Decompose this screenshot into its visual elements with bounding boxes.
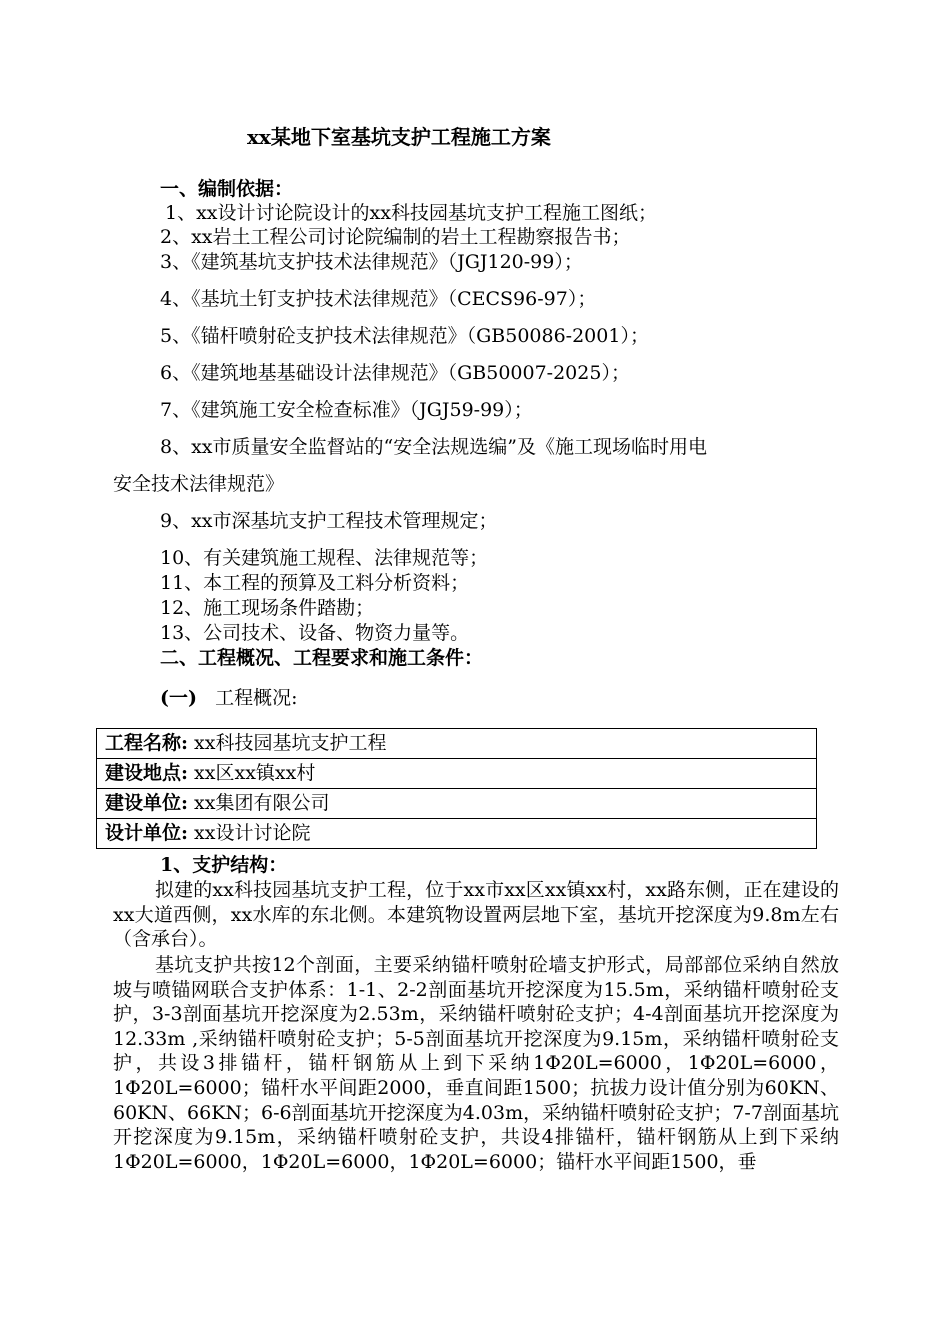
basis-item-8-continued: 安全技术法律规范》 [113,473,285,495]
document-title: xx某地下室基坑支护工程施工方案 [247,125,551,149]
structure-paragraph-2: 基坑支护共按12个剖面，主要采纳锚杆喷射砼墙支护形式，局部部位采纳自然放坡与喷锚网联合支护体系：1-1、2-2剖面基坑开挖深度为15.5m，采纳锚杆喷射砼支护，3-3剖面基坑开挖深度为2.53m，采纳锚杆喷射砼支护；4-4剖面基坑开挖深度为12.33m ,采纳锚杆喷射砼支护；5-5剖面基坑开挖深度为9.15m，采纳锚杆喷射砼支护，共设3排锚杆，锚杆钢筋从上到下采纳1Φ20L=6000，1Φ20L=6000，1Φ20L=6000；锚杆水平间距2000，垂直间距1500；抗拔力设计值分别为60KN、60KN、66KN；6-6剖面基坑开挖深度为4.03m，采纳锚杆喷射砼支护；7-7剖面基坑开挖深度为9.15m，采纳锚杆喷射砼支护，共设4排锚杆，锚杆钢筋从上到下采纳1Φ20L=6000，1Φ20L=6000，1Φ20L=6000；锚杆水平间距1500，垂 [113,954,839,1173]
table-row [97,789,817,819]
subsection-number: (一) [160,687,197,709]
row-label: 建设单位: [105,792,189,814]
basis-item-13: 13、公司技术、设备、物资力量等。 [160,622,470,644]
basis-item-4: 4、《基坑土钉支护技术法律规范》（CECS96-97）； [160,288,597,310]
subsection-label: 工程概况: [215,687,298,709]
basis-item-11: 11、本工程的预算及工料分析资料； [160,572,470,594]
row-value: xx区xx镇xx村 [188,762,316,784]
basis-item-12: 12、施工现场条件踏勘； [160,597,375,619]
table-row [97,759,817,789]
basis-item-3: 3、《建筑基坑支护技术法律规范》（JGJ120-99）； [160,251,583,273]
basis-item-10: 10、有关建筑施工规程、法律规范等； [160,547,489,569]
table-cell [97,789,817,819]
basis-item-6: 6、《建筑地基基础设计法律规范》（GB50007-2025）； [160,362,630,384]
basis-item-8: 8、xx市质量安全监督站的“安全法规选编”及《施工现场临时用电 [160,436,707,458]
basis-item-1: 1、xx设计讨论院设计的xx科技园基坑支护工程施工图纸； [165,202,657,224]
row-label: 建设地点: [105,762,189,784]
row-value: xx科技园基坑支护工程 [188,732,387,754]
table-cell [97,819,817,849]
basis-item-5: 5、《锚杆喷射砼支护技术法律规范》（GB50086-2001）； [160,325,649,347]
structure-paragraph-1: 拟建的xx科技园基坑支护工程，位于xx市xx区xx镇xx村，xx路东侧，正在建设的xx大道西侧，xx水库的东北侧。本建筑物设置两层地下室，基坑开挖深度为9.8m左右（含承台）。 [113,879,839,951]
basis-item-2: 2、xx岩土工程公司讨论院编制的岩土工程勘察报告书； [160,226,631,248]
table-row [97,819,817,849]
row-value: xx设计讨论院 [188,822,311,844]
section-heading-basis: 一、编制依据： [160,178,294,200]
basis-item-7: 7、《建筑施工安全检查标准》（JGJ59-99）； [160,399,533,421]
table-cell [97,729,817,759]
section-heading-overview: 二、工程概况、工程要求和施工条件： [160,647,484,669]
structure-heading: 1、支护结构： [160,854,288,876]
row-value: xx集团有限公司 [188,792,330,814]
basis-item-9: 9、xx市深基坑支护工程技术管理规定； [160,510,498,532]
row-label: 设计单位: [105,822,189,844]
row-label: 工程名称: [105,732,189,754]
table-cell [97,759,817,789]
subsection-heading-overview [160,686,298,710]
project-info-table [96,728,817,849]
table-row [97,729,817,759]
